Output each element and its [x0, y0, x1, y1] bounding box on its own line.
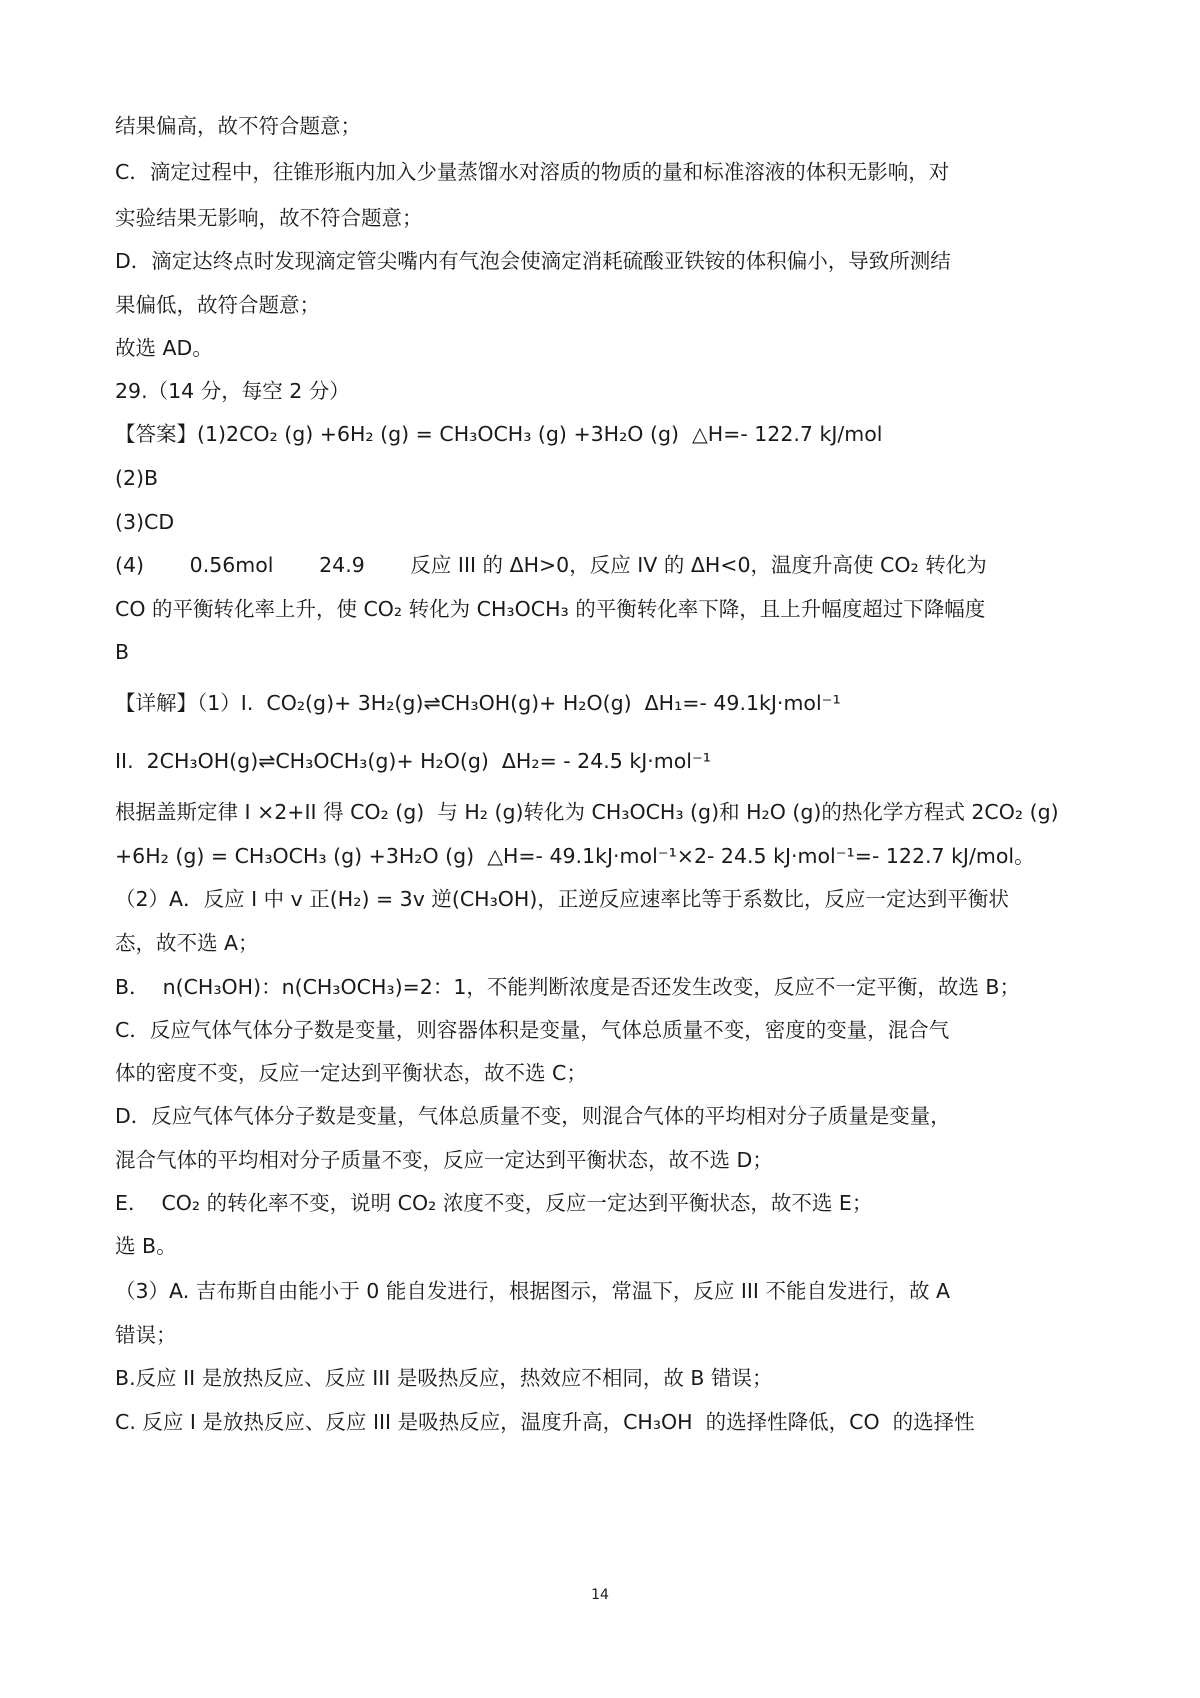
- text-line: 实验结果无影响，故不符合题意；: [115, 206, 423, 230]
- text-line: E． CO₂ 的转化率不变，说明 CO₂ 浓度不变，反应一定达到平衡状态，故不选 E；: [115, 1191, 873, 1215]
- answer-line: (2)B: [115, 466, 159, 490]
- answer-line: (3)CD: [115, 510, 175, 534]
- explanation-line: II. 2CH₃OH(g)⇌CH₃OCH₃(g)+ H₂O(g) ΔH₂= - 24.5 kJ·mol⁻¹: [115, 749, 712, 773]
- text-line: +6H₂ (g) = CH₃OCH₃ (g) +3H₂O (g) △H=- 49.1kJ·mol⁻¹×2- 24.5 kJ·mol⁻¹=- 122.7 kJ/mol。: [115, 844, 1035, 868]
- text-line: （3）A. 吉布斯自由能小于 0 能自发进行，根据图示，常温下，反应 III 不能自发进行，故 A: [115, 1279, 951, 1303]
- explanation-line: 【详解】（1）I. CO₂(g)+ 3H₂(g)⇌CH₃OH(g)+ H₂O(g) ΔH₁=- 49.1kJ·mol⁻¹: [115, 691, 841, 715]
- text-line: 果偏低，故符合题意；: [115, 293, 320, 317]
- text-line: 选 B。: [115, 1234, 177, 1258]
- text-line: 态，故不选 A；: [115, 931, 259, 955]
- text-line: B.反应 II 是放热反应、反应 III 是吸热反应，热效应不相同，故 B 错误；: [115, 1366, 773, 1390]
- text-line: C．反应气体气体分子数是变量，则容器体积是变量，气体总质量不变，密度的变量，混合气: [115, 1018, 950, 1042]
- text-line: 体的密度不变，反应一定达到平衡状态，故不选 C；: [115, 1061, 587, 1085]
- text-line: 混合气体的平均相对分子质量不变，反应一定达到平衡状态，故不选 D；: [115, 1148, 773, 1172]
- answer-line: (4) 0.56mol 24.9 反应 III 的 ΔH>0，反应 IV 的 ΔH<0，温度升高使 CO₂ 转化为: [115, 553, 987, 577]
- text-line: B． n(CH₃OH)：n(CH₃OCH₃)=2：1，不能判断浓度是否还发生改变，反应不一定平衡，故选 B；: [115, 975, 1020, 999]
- text-line: 结果偏高，故不符合题意；: [115, 114, 361, 138]
- answer-line: CO 的平衡转化率上升，使 CO₂ 转化为 CH₃OCH₃ 的平衡转化率下降，且上升幅度超过下降幅度: [115, 597, 986, 621]
- text-line: C. 反应 I 是放热反应、反应 III 是吸热反应，温度升高，CH₃OH 的选择性降低，CO 的选择性: [115, 1410, 975, 1434]
- text-line: D．反应气体气体分子数是变量，气体总质量不变，则混合气体的平均相对分子质量是变量，: [115, 1104, 951, 1128]
- text-line: 根据盖斯定律 I ×2+II 得 CO₂ (g) 与 H₂ (g)转化为 CH₃OCH₃ (g)和 H₂O (g)的热化学方程式 2CO₂ (g): [115, 800, 1059, 824]
- text-line: （2）A．反应 I 中 v 正(H₂) = 3v 逆(CH₃OH)，正逆反应速率比等于系数比，反应一定达到平衡状: [115, 887, 1009, 911]
- question-heading: 29.（14 分，每空 2 分）: [115, 379, 350, 403]
- text-line: 故选 AD。: [115, 336, 213, 360]
- answer-line: 【答案】(1)2CO₂ (g) +6H₂ (g) = CH₃OCH₃ (g) +3H₂O (g) △H=- 122.7 kJ/mol: [115, 422, 883, 446]
- page-number: 14: [591, 1587, 609, 1603]
- text-line: D．滴定达终点时发现滴定管尖嘴内有气泡会使滴定消耗硫酸亚铁铵的体积偏小，导致所测结: [115, 249, 951, 273]
- text-line: 错误；: [115, 1323, 177, 1347]
- answer-line: B: [115, 640, 130, 664]
- text-line: C．滴定过程中，往锥形瓶内加入少量蒸馏水对溶质的物质的量和标准溶液的体积无影响，对: [115, 160, 950, 184]
